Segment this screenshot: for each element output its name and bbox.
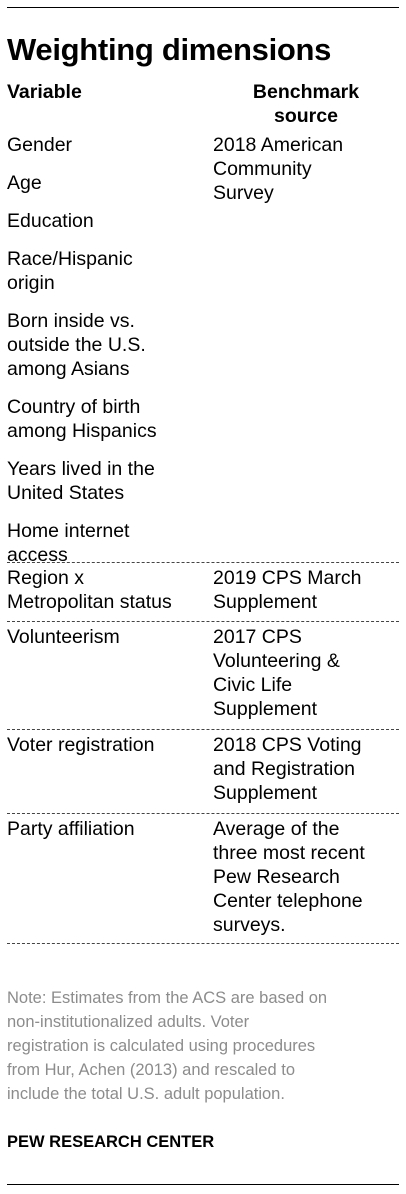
- row-divider: [7, 729, 399, 730]
- variable-list: [7, 733, 212, 771]
- variable-age: Age: [7, 172, 42, 194]
- benchmark-source-acs: 2018 American Community Survey: [213, 134, 344, 204]
- variable-volunteerism: Volunteerism: [7, 626, 120, 648]
- variable-race-hispanic-origin: Race/Hispanic origin: [7, 248, 133, 294]
- variable-years-lived-in-us: Years lived in the United States: [7, 458, 155, 504]
- row-divider: [7, 813, 399, 814]
- row-divider: [7, 621, 399, 622]
- footnote: Note: Estimates from the ACS are based on non-institutionalized adults. Voter registration is calculated using procedures from Hur, Achen (2013) and rescaled to include the total U.S. adult population.: [7, 989, 328, 1103]
- variable-gender: Gender: [7, 134, 73, 156]
- variable-party-affiliation: Party affiliation: [7, 818, 135, 840]
- row-divider: [7, 562, 399, 563]
- variable-country-of-birth: Country of birth among Hispanics: [7, 396, 157, 442]
- variable-list: [7, 817, 212, 855]
- row-divider: [7, 943, 399, 944]
- page-title: Weighting dimensions: [7, 32, 332, 67]
- benchmark-source-cps-march: 2019 CPS March Supplement: [213, 567, 362, 613]
- bottom-rule: [7, 1184, 399, 1185]
- benchmark-source-pew-telephone: Average of the three most recent Pew Research Center telephone surveys.: [213, 818, 365, 936]
- top-rule: [7, 7, 399, 8]
- variable-born-inside-outside-us: Born inside vs. outside the U.S. among Asians: [7, 310, 146, 380]
- variable-home-internet-access: Home internet access: [7, 520, 130, 566]
- benchmark-source-cps-voting: 2018 CPS Voting and Registration Supplement: [213, 734, 362, 804]
- variable-voter-registration: Voter registration: [7, 734, 155, 756]
- variable-list: [7, 566, 212, 628]
- variable-region-metropolitan-status: Region x Metropolitan status: [7, 567, 172, 613]
- variable-list: [7, 625, 212, 663]
- variable-education: Education: [7, 210, 94, 232]
- benchmark-source-cps-volunteering: 2017 CPS Volunteering & Civic Life Supplement: [213, 626, 340, 720]
- column-header-benchmark-source: Benchmark source: [252, 81, 360, 127]
- source-label: PEW RESEARCH CENTER: [7, 1133, 215, 1151]
- variable-list: [7, 133, 212, 581]
- column-header-variable: Variable: [7, 81, 82, 103]
